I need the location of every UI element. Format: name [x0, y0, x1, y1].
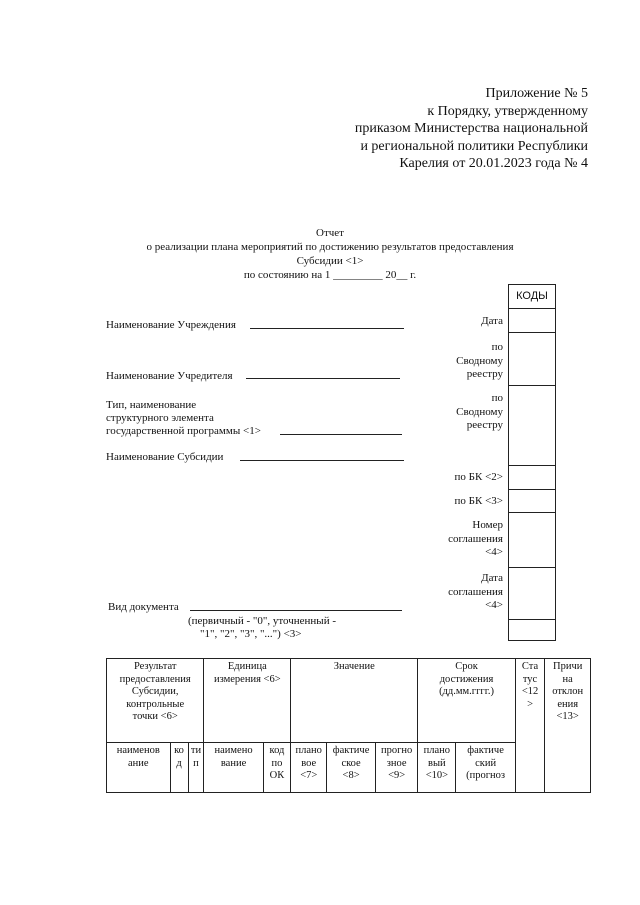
header-status-line: <12 — [521, 686, 539, 697]
registry1-line: Сводному — [456, 354, 503, 367]
agreement-date-line: Дата — [481, 572, 503, 584]
subheader-line: <8> — [342, 770, 360, 781]
codes-date-label: Дата — [481, 315, 503, 327]
subheader-actual — [327, 743, 376, 793]
header-term-line: Срок — [455, 661, 478, 672]
codes-divider — [509, 385, 555, 386]
header-reason-line: <13> — [556, 711, 579, 722]
type-label-2: структурного элемента — [106, 412, 214, 424]
subheader-line: ко — [174, 745, 184, 756]
results-table — [106, 658, 591, 793]
subheader-line: плано — [423, 745, 451, 756]
appendix-line: Приложение № 5 — [485, 86, 588, 101]
subheader-forecast — [375, 743, 417, 793]
title-line: Субсидии <1> — [296, 255, 364, 267]
agreement-date-line: соглашения — [448, 585, 503, 598]
header-status-line: тус — [522, 673, 538, 685]
subheader-line: вое — [301, 757, 317, 769]
subheader-line: <10> — [425, 770, 449, 781]
codes-bk2-label: по БК <2> — [454, 471, 503, 483]
codes-divider — [509, 619, 555, 620]
registry2-line: реестру — [466, 419, 503, 431]
header-result-line: Субсидии, — [131, 686, 179, 697]
institution-label: Наименование Учреждения — [106, 319, 236, 331]
subheader-line: вый — [428, 757, 446, 769]
header-term-line: достижения — [439, 673, 494, 685]
codes-divider — [509, 308, 555, 309]
subheader-term-planned — [418, 743, 456, 793]
subheader-line: код — [269, 745, 285, 756]
registry2-line: Сводному — [456, 405, 503, 418]
subheader-line: фактиче — [332, 745, 370, 756]
subheader-line: зное — [386, 757, 407, 769]
subheader-name — [107, 743, 171, 793]
report-title — [110, 226, 550, 282]
title-line: Отчет — [316, 227, 344, 239]
agreement-date-line: <4> — [485, 599, 503, 611]
appendix-block — [355, 85, 588, 173]
subheader-line: <9> — [388, 770, 406, 781]
doc-kind-field[interactable] — [190, 610, 402, 611]
subheader-okei — [263, 743, 291, 793]
subheader-line: ти — [190, 745, 202, 756]
agreement-number-line: <4> — [485, 546, 503, 558]
header-result-line: точки <6> — [132, 711, 178, 722]
subheader-line: плано — [295, 745, 322, 756]
subsidy-field[interactable] — [240, 460, 404, 461]
codes-divider — [509, 465, 555, 466]
subheader-line: прогно — [380, 745, 413, 756]
subheader-line: ское — [341, 757, 361, 769]
header-status-line: Ста — [521, 661, 539, 672]
subheader-line: ОК — [269, 770, 285, 781]
header-reason-line: Причи — [553, 661, 583, 672]
codes-registry2-label — [456, 392, 503, 433]
doc-kind-label: Вид документа — [108, 601, 179, 613]
codes-agreement-date-label — [448, 572, 503, 613]
codes-divider — [509, 489, 555, 490]
subheader-line: вание — [220, 757, 247, 769]
header-value — [291, 659, 418, 743]
agreement-number-line: соглашения — [448, 532, 503, 545]
subheader-line: ание — [127, 757, 149, 769]
subheader-code — [170, 743, 188, 793]
header-result-line: предоставления — [119, 673, 191, 685]
title-line: по состоянию на 1 _________ 20__ г. — [243, 269, 417, 281]
codes-divider — [509, 512, 555, 513]
header-term — [418, 659, 515, 743]
type-label-1: Тип, наименование — [106, 399, 197, 411]
subheader-line: наимено — [214, 745, 253, 756]
appendix-line: Карелия от 20.01.2023 года № 4 — [399, 156, 588, 171]
subheader-line: <7> — [300, 770, 318, 781]
codes-box — [508, 284, 556, 641]
codes-agreement-number-label — [448, 519, 503, 560]
codes-divider — [509, 567, 555, 568]
subheader-line: наименов — [116, 745, 160, 756]
header-result — [107, 659, 204, 743]
doc-kind-note-2: "1", "2", "3", "...") <3> — [200, 628, 302, 640]
header-result-line: контрольные — [126, 698, 185, 710]
header-status — [515, 659, 545, 793]
codes-bk3-label: по БК <3> — [454, 495, 503, 507]
subheader-term-actual — [456, 743, 515, 793]
codes-header: КОДЫ — [516, 290, 548, 302]
appendix-line: и региональной политики Республики — [360, 138, 588, 154]
subheader-unit-name — [204, 743, 263, 793]
subheader-line: д — [176, 757, 182, 769]
header-unit-line: Единица — [227, 661, 267, 672]
subheader-line: по — [271, 757, 283, 769]
title-line: о реализации плана мероприятий по достижению результатов предоставления — [146, 241, 514, 253]
header-result-line: Результат — [133, 661, 177, 672]
appendix-line: приказом Министерства национальной — [354, 121, 588, 136]
agreement-number-line: Номер — [472, 519, 503, 531]
header-unit-line: измерения <6> — [214, 673, 281, 685]
header-status-line: > — [527, 698, 533, 710]
registry2-line: по — [491, 392, 503, 404]
header-unit — [204, 659, 291, 743]
type-label-3: государственной программы <1> — [106, 425, 261, 437]
subheader-line: фактиче — [467, 745, 504, 756]
registry1-line: по — [491, 341, 503, 353]
header-reason-line: отклон — [552, 686, 584, 697]
header-term-line: (дд.мм.гггг.) — [439, 686, 494, 697]
codes-registry1-label — [456, 341, 503, 382]
subsidy-label: Наименование Субсидии — [106, 451, 224, 463]
subheader-line: ский — [475, 757, 497, 769]
registry1-line: реестру — [466, 368, 503, 380]
header-reason-line: на — [562, 673, 573, 685]
subheader-planned — [291, 743, 327, 793]
founder-field[interactable] — [246, 378, 400, 379]
subheader-line: п — [193, 757, 199, 769]
founder-label: Наименование Учредителя — [106, 370, 233, 382]
header-reason — [545, 659, 591, 793]
doc-kind-note-1: (первичный - "0", уточненный - — [188, 615, 336, 627]
appendix-line: к Порядку, утвержденному — [427, 103, 588, 119]
institution-field[interactable] — [250, 328, 404, 329]
codes-divider — [509, 332, 555, 333]
subheader-line: (прогноз — [466, 770, 506, 781]
header-reason-line: ения — [557, 698, 579, 710]
subheader-type — [188, 743, 204, 793]
type-field[interactable] — [280, 434, 402, 435]
header-value-label: Значение — [333, 661, 375, 672]
